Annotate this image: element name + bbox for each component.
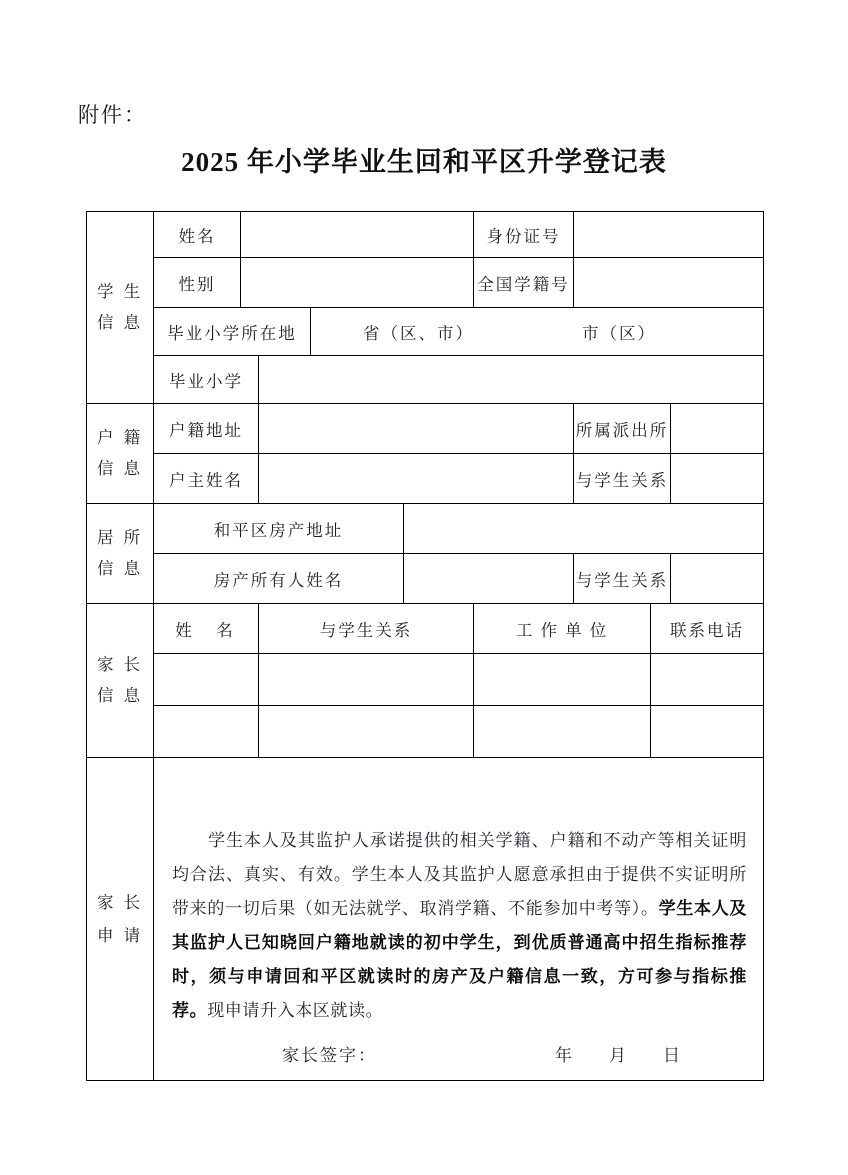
section-label-household: [87, 404, 154, 504]
field-value-relation-to-student-2[interactable]: [671, 554, 764, 604]
parent-col-header-name: 姓 名: [154, 604, 259, 654]
field-label-primary-school: 毕业小学: [154, 356, 259, 404]
section-label-application-line1: 家 长: [96, 893, 144, 912]
section-label-application: [87, 758, 154, 1081]
parent-cell-name-2[interactable]: [154, 706, 259, 758]
section-label-household-line1: 户 籍: [96, 427, 144, 447]
parent-cell-workplace-1[interactable]: [474, 654, 651, 706]
section-label-application-line2: 申 请: [96, 926, 144, 945]
field-label-city: 市（区）: [582, 323, 656, 343]
field-value-primary-school[interactable]: [259, 356, 764, 404]
field-label-national-student-id: 全国学籍号: [474, 258, 574, 308]
field-value-household-address[interactable]: [259, 404, 574, 454]
field-value-primary-school-location[interactable]: [311, 308, 764, 356]
table-row-student-name: [87, 212, 764, 258]
field-label-police-station: 所属派出所: [574, 404, 671, 454]
field-label-relation-to-student: 与学生关系: [574, 454, 671, 504]
declaration-part-bold: 学生本人及其监护人已知晓回户籍地就读的初中学生，到优质普通高中招生指标推荐时，须与申请回和平区就读时的房产及户籍信息一致，方可参与指标推荐。: [172, 899, 748, 1020]
parent-cell-phone-2[interactable]: [651, 706, 764, 758]
signature-date-label[interactable]: 年 月 日: [555, 1046, 681, 1065]
section-label-student-line1: 学 生: [96, 281, 144, 301]
table-row-household-address: [87, 404, 764, 454]
table-row-property-owner: [87, 554, 764, 604]
parent-col-header-phone: 联系电话: [651, 604, 764, 654]
field-label-relation-to-student-2: 与学生关系: [574, 554, 671, 604]
parent-cell-relation-1[interactable]: [259, 654, 474, 706]
declaration-text: [154, 810, 763, 1028]
attachment-label: 附件：: [78, 103, 147, 127]
section-label-parent-line1: 家 长: [96, 654, 144, 674]
field-label-id-number: 身份证号: [474, 212, 574, 258]
table-row-parent-header: [87, 604, 764, 654]
field-value-national-student-id[interactable]: [574, 258, 764, 308]
field-label-property-owner-name: 房产所有人姓名: [154, 554, 404, 604]
field-label-name: 姓名: [154, 212, 241, 258]
field-value-hepingqu-property-address[interactable]: [404, 504, 764, 554]
parent-col-header-relation: 与学生关系: [259, 604, 474, 654]
signature-row: [154, 1041, 763, 1066]
section-label-residence-line1: 居 所: [96, 527, 144, 547]
table-row-student-gender: [87, 258, 764, 308]
parent-cell-name-1[interactable]: [154, 654, 259, 706]
parent-cell-relation-2[interactable]: [259, 706, 474, 758]
section-label-parent-line2: 信 息: [96, 685, 144, 705]
field-label-hepingqu-property-address: 和平区房产地址: [154, 504, 404, 554]
table-row-school-location: [87, 308, 764, 356]
field-label-householder-name: 户主姓名: [154, 454, 259, 504]
section-label-residence-line2: 信 息: [96, 558, 144, 578]
field-label-province: 省（区、市）: [363, 323, 474, 343]
field-value-gender[interactable]: [241, 258, 474, 308]
table-row-property-address: [87, 504, 764, 554]
parent-cell-workplace-2[interactable]: [474, 706, 651, 758]
field-value-property-owner-name[interactable]: [404, 554, 574, 604]
parent-signature-label[interactable]: 家长签字：: [282, 1046, 377, 1065]
table-row-primary-school: [87, 356, 764, 404]
table-row-parent-2: [87, 706, 764, 758]
declaration-part-2: 现申请升入本区就读。: [207, 1001, 384, 1020]
field-value-householder-name[interactable]: [259, 454, 574, 504]
section-label-residence: [87, 504, 154, 604]
field-value-police-station[interactable]: [671, 404, 764, 454]
section-label-household-line2: 信 息: [96, 458, 144, 478]
declaration-part-1: 学生本人及其监护人承诺提供的相关学籍、户籍和不动产等相关证明均合法、真实、有效。学生本人及其监护人愿意承担由于提供不实证明所带来的一切后果（如无法就学、取消学籍、不能参加中考等）。: [172, 831, 748, 918]
field-value-relation-to-student[interactable]: [671, 454, 764, 504]
field-value-name[interactable]: [241, 212, 474, 258]
table-row-householder-name: [87, 454, 764, 504]
table-row-application: [87, 758, 764, 1081]
declaration-cell: [154, 758, 764, 1081]
parent-cell-phone-1[interactable]: [651, 654, 764, 706]
field-value-id-number[interactable]: [574, 212, 764, 258]
section-label-student-line2: 信 息: [96, 312, 144, 332]
field-label-primary-school-location: 毕业小学所在地: [154, 308, 311, 356]
section-label-student: [87, 212, 154, 404]
parent-col-header-workplace: 工 作 单 位: [474, 604, 651, 654]
field-label-gender: 性别: [154, 258, 241, 308]
page-title: 2025 年小学毕业生回和平区升学登记表: [181, 147, 667, 177]
field-label-household-address: 户籍地址: [154, 404, 259, 454]
section-label-parent: [87, 604, 154, 758]
table-row-parent-1: [87, 654, 764, 706]
registration-form-table: [86, 211, 764, 1081]
